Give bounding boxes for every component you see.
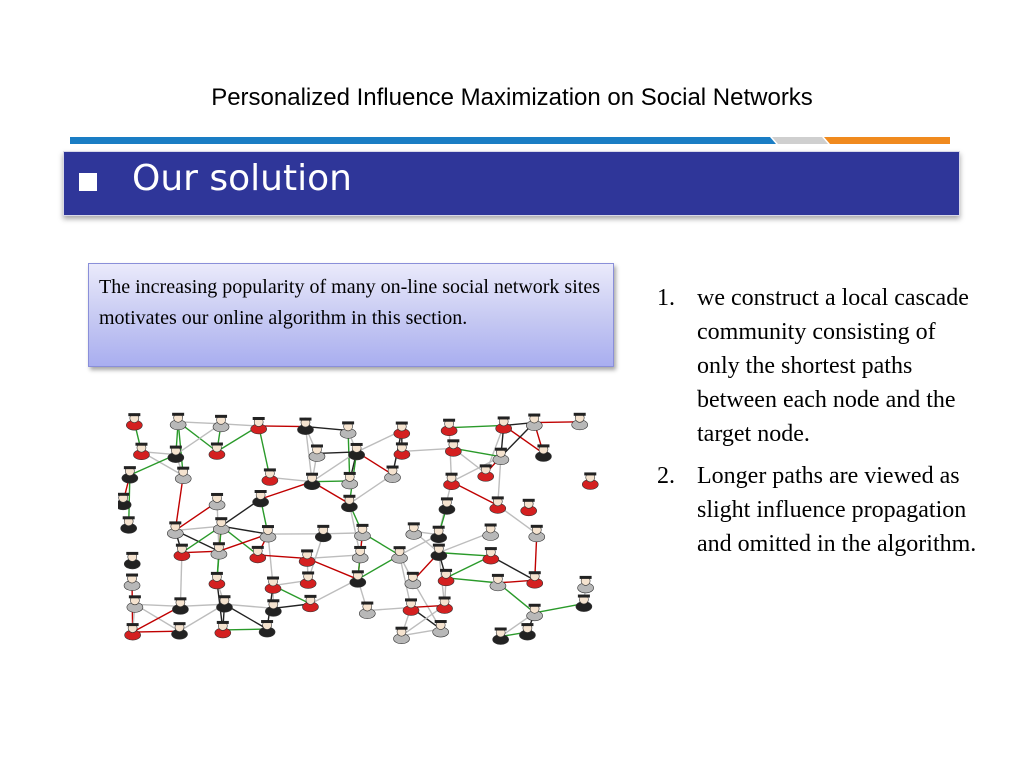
person-node-icon [483,524,499,541]
person-node-icon [437,596,453,613]
person-node-icon [174,544,190,561]
person-node-icon [392,546,408,563]
person-node-icon [168,446,184,463]
person-node-icon [260,525,276,542]
person-node-icon [431,544,447,561]
person-node-icon [490,574,506,591]
person-node-icon [483,547,499,564]
person-node-icon [215,621,231,638]
person-node-icon [519,623,535,640]
section-heading: Our solution [132,158,352,199]
person-node-icon [350,570,366,587]
person-node-icon [349,443,365,460]
person-node-icon [299,549,315,566]
person-node-icon [265,577,281,594]
person-node-icon [213,415,229,432]
person-node-icon [124,552,140,569]
person-node-icon [527,571,543,588]
person-node-icon [250,546,266,563]
list-item [657,459,977,561]
step-number: 1. [657,285,675,311]
person-node-icon [302,595,318,612]
person-node-icon [297,418,313,435]
person-node-icon [126,413,142,430]
person-node-icon [167,521,183,538]
person-node-icon [576,595,592,612]
person-node-icon [444,473,460,490]
person-node-icon [209,443,225,460]
square-bullet-icon [79,173,97,191]
list-item [657,281,977,451]
person-node-icon [259,620,275,637]
person-node-icon [175,467,191,484]
person-node-icon [394,627,410,644]
person-node-icon [441,419,457,436]
person-node-icon [213,517,229,534]
person-node-icon [394,442,410,459]
person-node-icon [359,602,375,619]
person-node-icon [354,524,370,541]
person-node-icon [133,443,149,460]
person-node-icon [527,604,543,621]
person-node-icon [262,468,278,485]
person-node-icon [209,572,225,589]
person-node-icon [439,497,455,514]
callout-text: The increasing popularity of many on-line social network sites motivates our online algorithm in this section. [99,276,600,329]
person-node-icon [582,472,598,489]
person-node-icon [445,439,461,456]
person-node-icon [125,623,141,640]
steps-list [657,281,977,569]
person-node-icon [216,595,232,612]
person-node-icon [172,597,188,614]
person-node-icon [309,444,325,461]
slide-title: Personalized Influence Maximization on Social Networks [211,84,813,111]
person-node-icon [403,598,419,615]
person-node-icon [265,599,281,616]
person-node-icon [438,569,454,586]
person-node-icon [342,472,358,489]
person-node-icon [572,413,588,430]
network-link [449,425,504,427]
person-node-icon [341,495,357,512]
person-node-icon [253,490,269,507]
callout-box [88,263,614,367]
social-network-graph-icon [118,412,608,652]
person-node-icon [127,595,143,612]
person-node-icon [578,576,594,593]
person-node-icon [493,448,509,465]
person-node-icon [300,571,316,588]
person-node-icon [385,466,401,483]
person-node-icon [529,525,545,542]
person-node-icon [170,413,186,430]
person-node-icon [521,499,537,516]
person-node-icon [340,421,356,438]
person-node-icon [493,628,509,645]
person-node-icon [490,496,506,513]
person-node-icon [433,620,449,637]
person-node-icon [496,416,512,433]
person-node-icon [405,572,421,589]
person-node-icon [121,516,137,533]
step-number: 2. [657,463,675,489]
section-banner [63,151,960,216]
title-divider [70,137,950,144]
person-node-icon [124,574,140,591]
person-node-icon [526,414,542,431]
step-text: Longer paths are viewed as slight influence propagation and omitted in the algorithm. [697,463,977,557]
person-node-icon [211,542,227,559]
person-node-icon [431,526,447,543]
person-node-icon [122,466,138,483]
person-node-icon [304,473,320,490]
person-node-icon [535,444,551,461]
step-text: we construct a local cascade community consisting of only the shortest paths between each node and the target node. [697,285,969,447]
person-node-icon [251,417,267,434]
person-node-icon [209,493,225,510]
person-node-icon [172,622,188,639]
person-node-icon [394,422,410,439]
person-node-icon [406,522,422,539]
person-node-icon [315,525,331,542]
person-node-icon [352,546,368,563]
person-node-icon [478,464,494,481]
